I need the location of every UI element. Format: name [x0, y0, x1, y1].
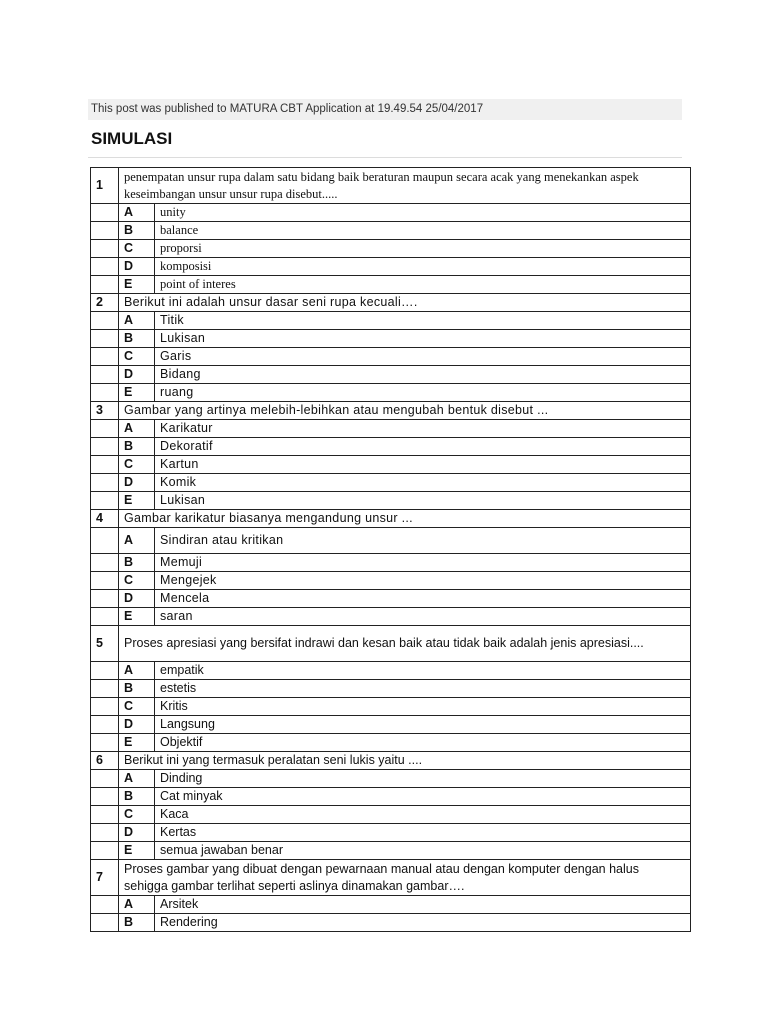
option-text[interactable]: Kaca	[155, 806, 691, 824]
question-text: Berikut ini adalah unsur dasar seni rupa kecuali….	[119, 294, 691, 312]
option-row[interactable]	[91, 330, 691, 348]
option-text[interactable]: Titik	[155, 312, 691, 330]
option-letter: D	[119, 590, 155, 608]
option-spacer	[91, 662, 119, 680]
option-letter: E	[119, 276, 155, 294]
question-row	[91, 626, 691, 662]
option-text[interactable]: Langsung	[155, 716, 691, 734]
option-spacer	[91, 716, 119, 734]
option-text[interactable]: Dinding	[155, 770, 691, 788]
option-letter: D	[119, 824, 155, 842]
option-letter: E	[119, 842, 155, 860]
option-text[interactable]: point of interes	[155, 276, 691, 294]
option-spacer	[91, 698, 119, 716]
option-row[interactable]	[91, 420, 691, 438]
option-spacer	[91, 222, 119, 240]
option-text[interactable]: Kartun	[155, 456, 691, 474]
option-spacer	[91, 312, 119, 330]
option-text[interactable]: estetis	[155, 680, 691, 698]
option-spacer	[91, 680, 119, 698]
option-row[interactable]	[91, 896, 691, 914]
option-spacer	[91, 366, 119, 384]
question-number: 6	[91, 752, 119, 770]
option-letter: E	[119, 608, 155, 626]
option-text[interactable]: ruang	[155, 384, 691, 402]
question-row	[91, 168, 691, 204]
option-row[interactable]	[91, 258, 691, 276]
option-letter: C	[119, 572, 155, 590]
option-text[interactable]: Kritis	[155, 698, 691, 716]
option-row[interactable]	[91, 608, 691, 626]
option-letter: A	[119, 770, 155, 788]
option-spacer	[91, 528, 119, 554]
option-row[interactable]	[91, 456, 691, 474]
option-text[interactable]: Dekoratif	[155, 438, 691, 456]
option-text[interactable]: Rendering	[155, 914, 691, 932]
option-text[interactable]: Bidang	[155, 366, 691, 384]
quiz-table	[90, 167, 691, 932]
option-letter: E	[119, 734, 155, 752]
option-letter: C	[119, 456, 155, 474]
option-letter: C	[119, 806, 155, 824]
option-spacer	[91, 438, 119, 456]
option-row[interactable]	[91, 312, 691, 330]
question-text: Gambar karikatur biasanya mengandung unsur ...	[119, 510, 691, 528]
option-spacer	[91, 474, 119, 492]
question-row	[91, 510, 691, 528]
option-letter: A	[119, 528, 155, 554]
option-text[interactable]: Karikatur	[155, 420, 691, 438]
question-row	[91, 860, 691, 896]
option-letter: A	[119, 420, 155, 438]
option-letter: E	[119, 384, 155, 402]
option-spacer	[91, 590, 119, 608]
option-spacer	[91, 896, 119, 914]
option-spacer	[91, 258, 119, 276]
publish-notice: This post was published to MATURA CBT Application at 19.49.54 25/04/2017	[88, 99, 682, 120]
option-row[interactable]	[91, 770, 691, 788]
option-spacer	[91, 420, 119, 438]
question-row	[91, 402, 691, 420]
option-text[interactable]: Kertas	[155, 824, 691, 842]
option-text[interactable]: Komik	[155, 474, 691, 492]
option-letter: C	[119, 240, 155, 258]
page-title: SIMULASI	[91, 129, 173, 148]
option-letter: B	[119, 914, 155, 932]
option-letter: B	[119, 438, 155, 456]
option-spacer	[91, 806, 119, 824]
option-row[interactable]	[91, 348, 691, 366]
option-text[interactable]: proporsi	[155, 240, 691, 258]
question-row	[91, 752, 691, 770]
option-spacer	[91, 240, 119, 258]
question-text: Proses apresiasi yang bersifat indrawi dan kesan baik atau tidak baik adalah jenis apresiasi....	[119, 626, 691, 662]
option-text[interactable]: Mengejek	[155, 572, 691, 590]
option-text[interactable]: unity	[155, 204, 691, 222]
option-letter: B	[119, 330, 155, 348]
option-text[interactable]: Lukisan	[155, 492, 691, 510]
option-row[interactable]	[91, 734, 691, 752]
option-letter: B	[119, 554, 155, 572]
option-row[interactable]	[91, 222, 691, 240]
option-text[interactable]: Garis	[155, 348, 691, 366]
option-row[interactable]	[91, 716, 691, 734]
option-letter: A	[119, 662, 155, 680]
option-row[interactable]	[91, 824, 691, 842]
option-letter: B	[119, 680, 155, 698]
question-number: 5	[91, 626, 119, 662]
option-text[interactable]: Sindiran atau kritikan	[155, 528, 691, 554]
option-letter: C	[119, 348, 155, 366]
option-row[interactable]	[91, 572, 691, 590]
option-spacer	[91, 276, 119, 294]
option-row[interactable]	[91, 680, 691, 698]
question-number: 7	[91, 860, 119, 896]
option-text[interactable]: Lukisan	[155, 330, 691, 348]
option-spacer	[91, 788, 119, 806]
option-text[interactable]: Mencela	[155, 590, 691, 608]
option-spacer	[91, 384, 119, 402]
option-row[interactable]	[91, 662, 691, 680]
option-text[interactable]: empatik	[155, 662, 691, 680]
option-row[interactable]	[91, 474, 691, 492]
option-letter: E	[119, 492, 155, 510]
option-text[interactable]: Arsitek	[155, 896, 691, 914]
option-text[interactable]: balance	[155, 222, 691, 240]
option-row[interactable]	[91, 384, 691, 402]
option-row[interactable]	[91, 240, 691, 258]
option-row[interactable]	[91, 914, 691, 932]
option-letter: D	[119, 474, 155, 492]
option-letter: D	[119, 366, 155, 384]
option-text[interactable]: semua jawaban benar	[155, 842, 691, 860]
question-number: 1	[91, 168, 119, 204]
option-row[interactable]	[91, 528, 691, 554]
option-text[interactable]: Memuji	[155, 554, 691, 572]
option-letter: A	[119, 312, 155, 330]
option-letter: B	[119, 788, 155, 806]
question-text: Gambar yang artinya melebih-lebihkan atau mengubah bentuk disebut ...	[119, 402, 691, 420]
option-spacer	[91, 734, 119, 752]
option-letter: D	[119, 258, 155, 276]
option-row[interactable]	[91, 366, 691, 384]
option-spacer	[91, 554, 119, 572]
option-row[interactable]	[91, 788, 691, 806]
option-row[interactable]	[91, 554, 691, 572]
option-spacer	[91, 824, 119, 842]
option-spacer	[91, 492, 119, 510]
question-number: 2	[91, 294, 119, 312]
option-text[interactable]: komposisi	[155, 258, 691, 276]
question-text: penempatan unsur rupa dalam satu bidang baik beraturan maupun secara acak yang menekankan aspek keseimbangan unsur unsur rupa disebut.....	[119, 168, 691, 204]
option-row[interactable]	[91, 492, 691, 510]
question-text: Proses gambar yang dibuat dengan pewarnaan manual atau dengan komputer dengan halus sehigga gambar terlihat seperti aslinya dinamakan gambar….	[119, 860, 691, 896]
option-text[interactable]: saran	[155, 608, 691, 626]
option-row[interactable]	[91, 204, 691, 222]
option-spacer	[91, 572, 119, 590]
question-row	[91, 294, 691, 312]
option-row[interactable]	[91, 842, 691, 860]
option-spacer	[91, 204, 119, 222]
option-text[interactable]: Cat minyak	[155, 788, 691, 806]
option-spacer	[91, 770, 119, 788]
title-divider	[88, 157, 682, 158]
option-spacer	[91, 842, 119, 860]
option-spacer	[91, 608, 119, 626]
option-letter: A	[119, 896, 155, 914]
option-row[interactable]	[91, 806, 691, 824]
option-row[interactable]	[91, 438, 691, 456]
option-text[interactable]: Objektif	[155, 734, 691, 752]
option-row[interactable]	[91, 590, 691, 608]
question-number: 3	[91, 402, 119, 420]
option-letter: C	[119, 698, 155, 716]
option-spacer	[91, 914, 119, 932]
option-row[interactable]	[91, 276, 691, 294]
option-spacer	[91, 456, 119, 474]
option-letter: A	[119, 204, 155, 222]
option-letter: D	[119, 716, 155, 734]
option-row[interactable]	[91, 698, 691, 716]
option-spacer	[91, 330, 119, 348]
option-letter: B	[119, 222, 155, 240]
question-number: 4	[91, 510, 119, 528]
option-spacer	[91, 348, 119, 366]
question-text: Berikut ini yang termasuk peralatan seni lukis yaitu ....	[119, 752, 691, 770]
